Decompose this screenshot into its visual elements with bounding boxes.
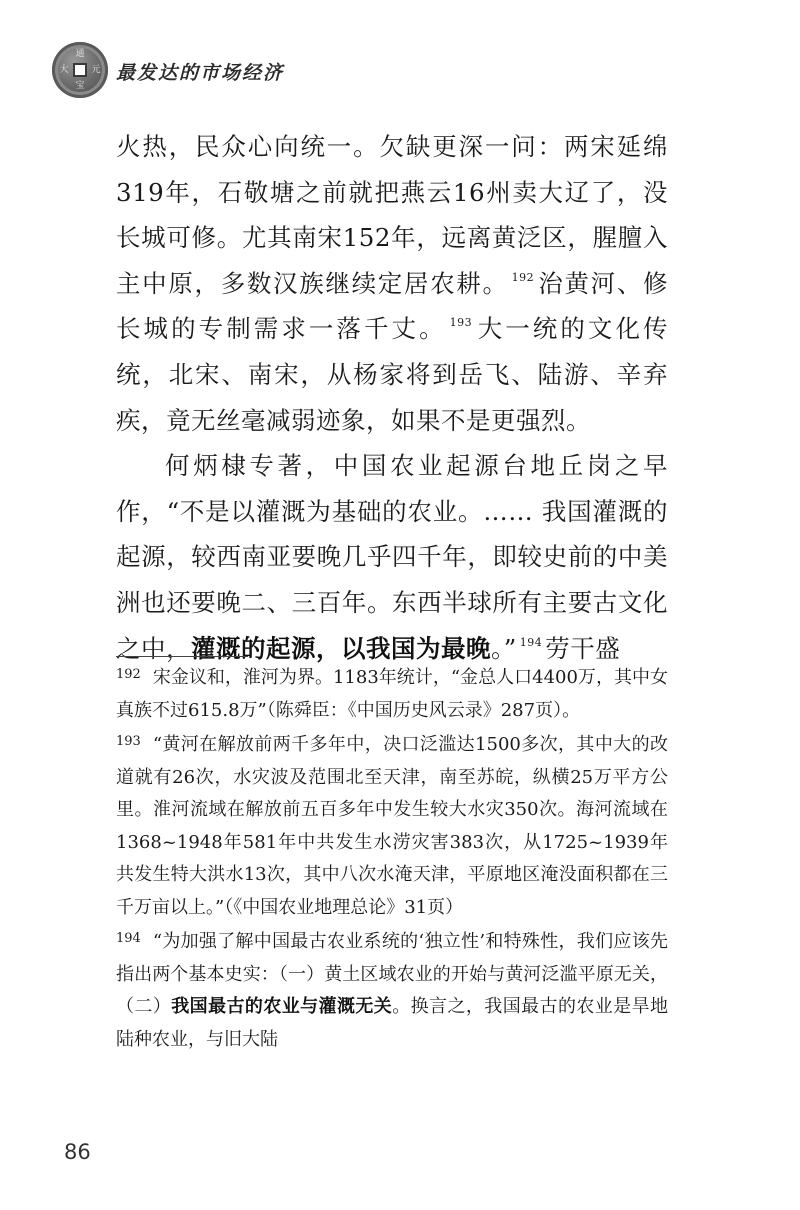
coin-char-left: 大	[59, 65, 69, 75]
paragraph-1-text-c: 大一统的文化传统，北宋、南宋，从杨家将到岳飞、陆游、辛弃疾，竟无丝毫减弱迹象，如果不是更强烈。	[116, 314, 669, 435]
paragraph-2-text-c: 劳干盛	[545, 633, 621, 663]
coin-char-right: 元	[91, 65, 101, 75]
coin-char-top: 通	[75, 49, 85, 59]
coin-char-bottom: 宝	[75, 81, 85, 91]
footnote-divider	[116, 656, 248, 657]
footnote-text-a: “为加强了解中国最古农业系统的‘独立性’和特殊性，我们应该先指出两个基本史实：（一）黄土区域农业的开始与黄河泛滥平原无关，（二）	[116, 931, 668, 1017]
paragraph-2-emphasis: 灌溉的起源，以我国为最晚	[191, 633, 491, 663]
footnote-number: 193	[116, 734, 141, 749]
paragraph-1-text-a: 火热，民众心向统一。欠缺更深一问：两宋延绵319年，石敬塘之前就把燕云16州卖大辽了，没长城可修。尤其南宋152年，远离黄泛区，腥膻入主中原，多数汉族继续定居农耕。	[116, 132, 668, 298]
paragraph-1-text-b: 治黄河、修长城的专制需求一落千丈。	[116, 268, 668, 344]
paragraph-2	[116, 443, 668, 671]
paragraph-1	[116, 124, 668, 443]
footnote-text: 宋金议和，淮河为界。1183年统计，“金总人口4400万，其中女真族不过615.8万”（陈舜臣：《中国历史风云录》287页）。	[116, 667, 668, 721]
footnote-ref-192[interactable]: 192	[511, 270, 535, 284]
footnote-text: “黄河在解放前两千多年中，决口泛滥达1500多次，其中大的改道就有26次，水灾波及范围北至天津，南至苏皖，纵横25万平方公里。淮河流域在解放前五百多年中发生较大水灾350次。海河流域在1368~1948年581年中共发生水涝灾害383次，从1725~1939年共发生特大洪水13次，其中八次水淹天津，平原地区淹没面积都在三千万亩以上。”（《中国农业地理总论》31页）	[116, 734, 668, 918]
main-text	[116, 124, 668, 671]
footnote-193	[116, 729, 668, 924]
footnote-number: 194	[116, 931, 141, 946]
chapter-title: 最发达的市场经济	[116, 62, 285, 84]
page-number: 86	[64, 1140, 91, 1164]
footnote-number: 192	[116, 667, 141, 682]
footnotes	[116, 662, 668, 1058]
paragraph-2-text-b: 。”	[491, 633, 517, 663]
footnote-194	[116, 926, 668, 1056]
footnote-text-b: 。换言之，我国最古的农业是旱地陆种农业，与旧大陆	[116, 996, 669, 1050]
coin-square-hole	[73, 63, 87, 77]
paragraph-2-text-a: 何炳棣专著，中国农业起源台地丘岗之早作，“不是以灌溉为基础的农业。…… 我国灌溉的起源，较西南亚要晚几乎四千年，即较史前的中美洲也还要晚二、三百年。东西半球所有主要古文化之中，	[116, 451, 668, 663]
footnote-ref-194[interactable]: 194	[519, 635, 543, 649]
footnote-emphasis: 我国最古的农业与灌溉无关	[171, 996, 393, 1017]
footnote-192	[116, 662, 668, 727]
running-header	[52, 40, 752, 104]
footnote-ref-193[interactable]: 193	[449, 316, 473, 330]
coin-logo-icon	[52, 42, 108, 98]
